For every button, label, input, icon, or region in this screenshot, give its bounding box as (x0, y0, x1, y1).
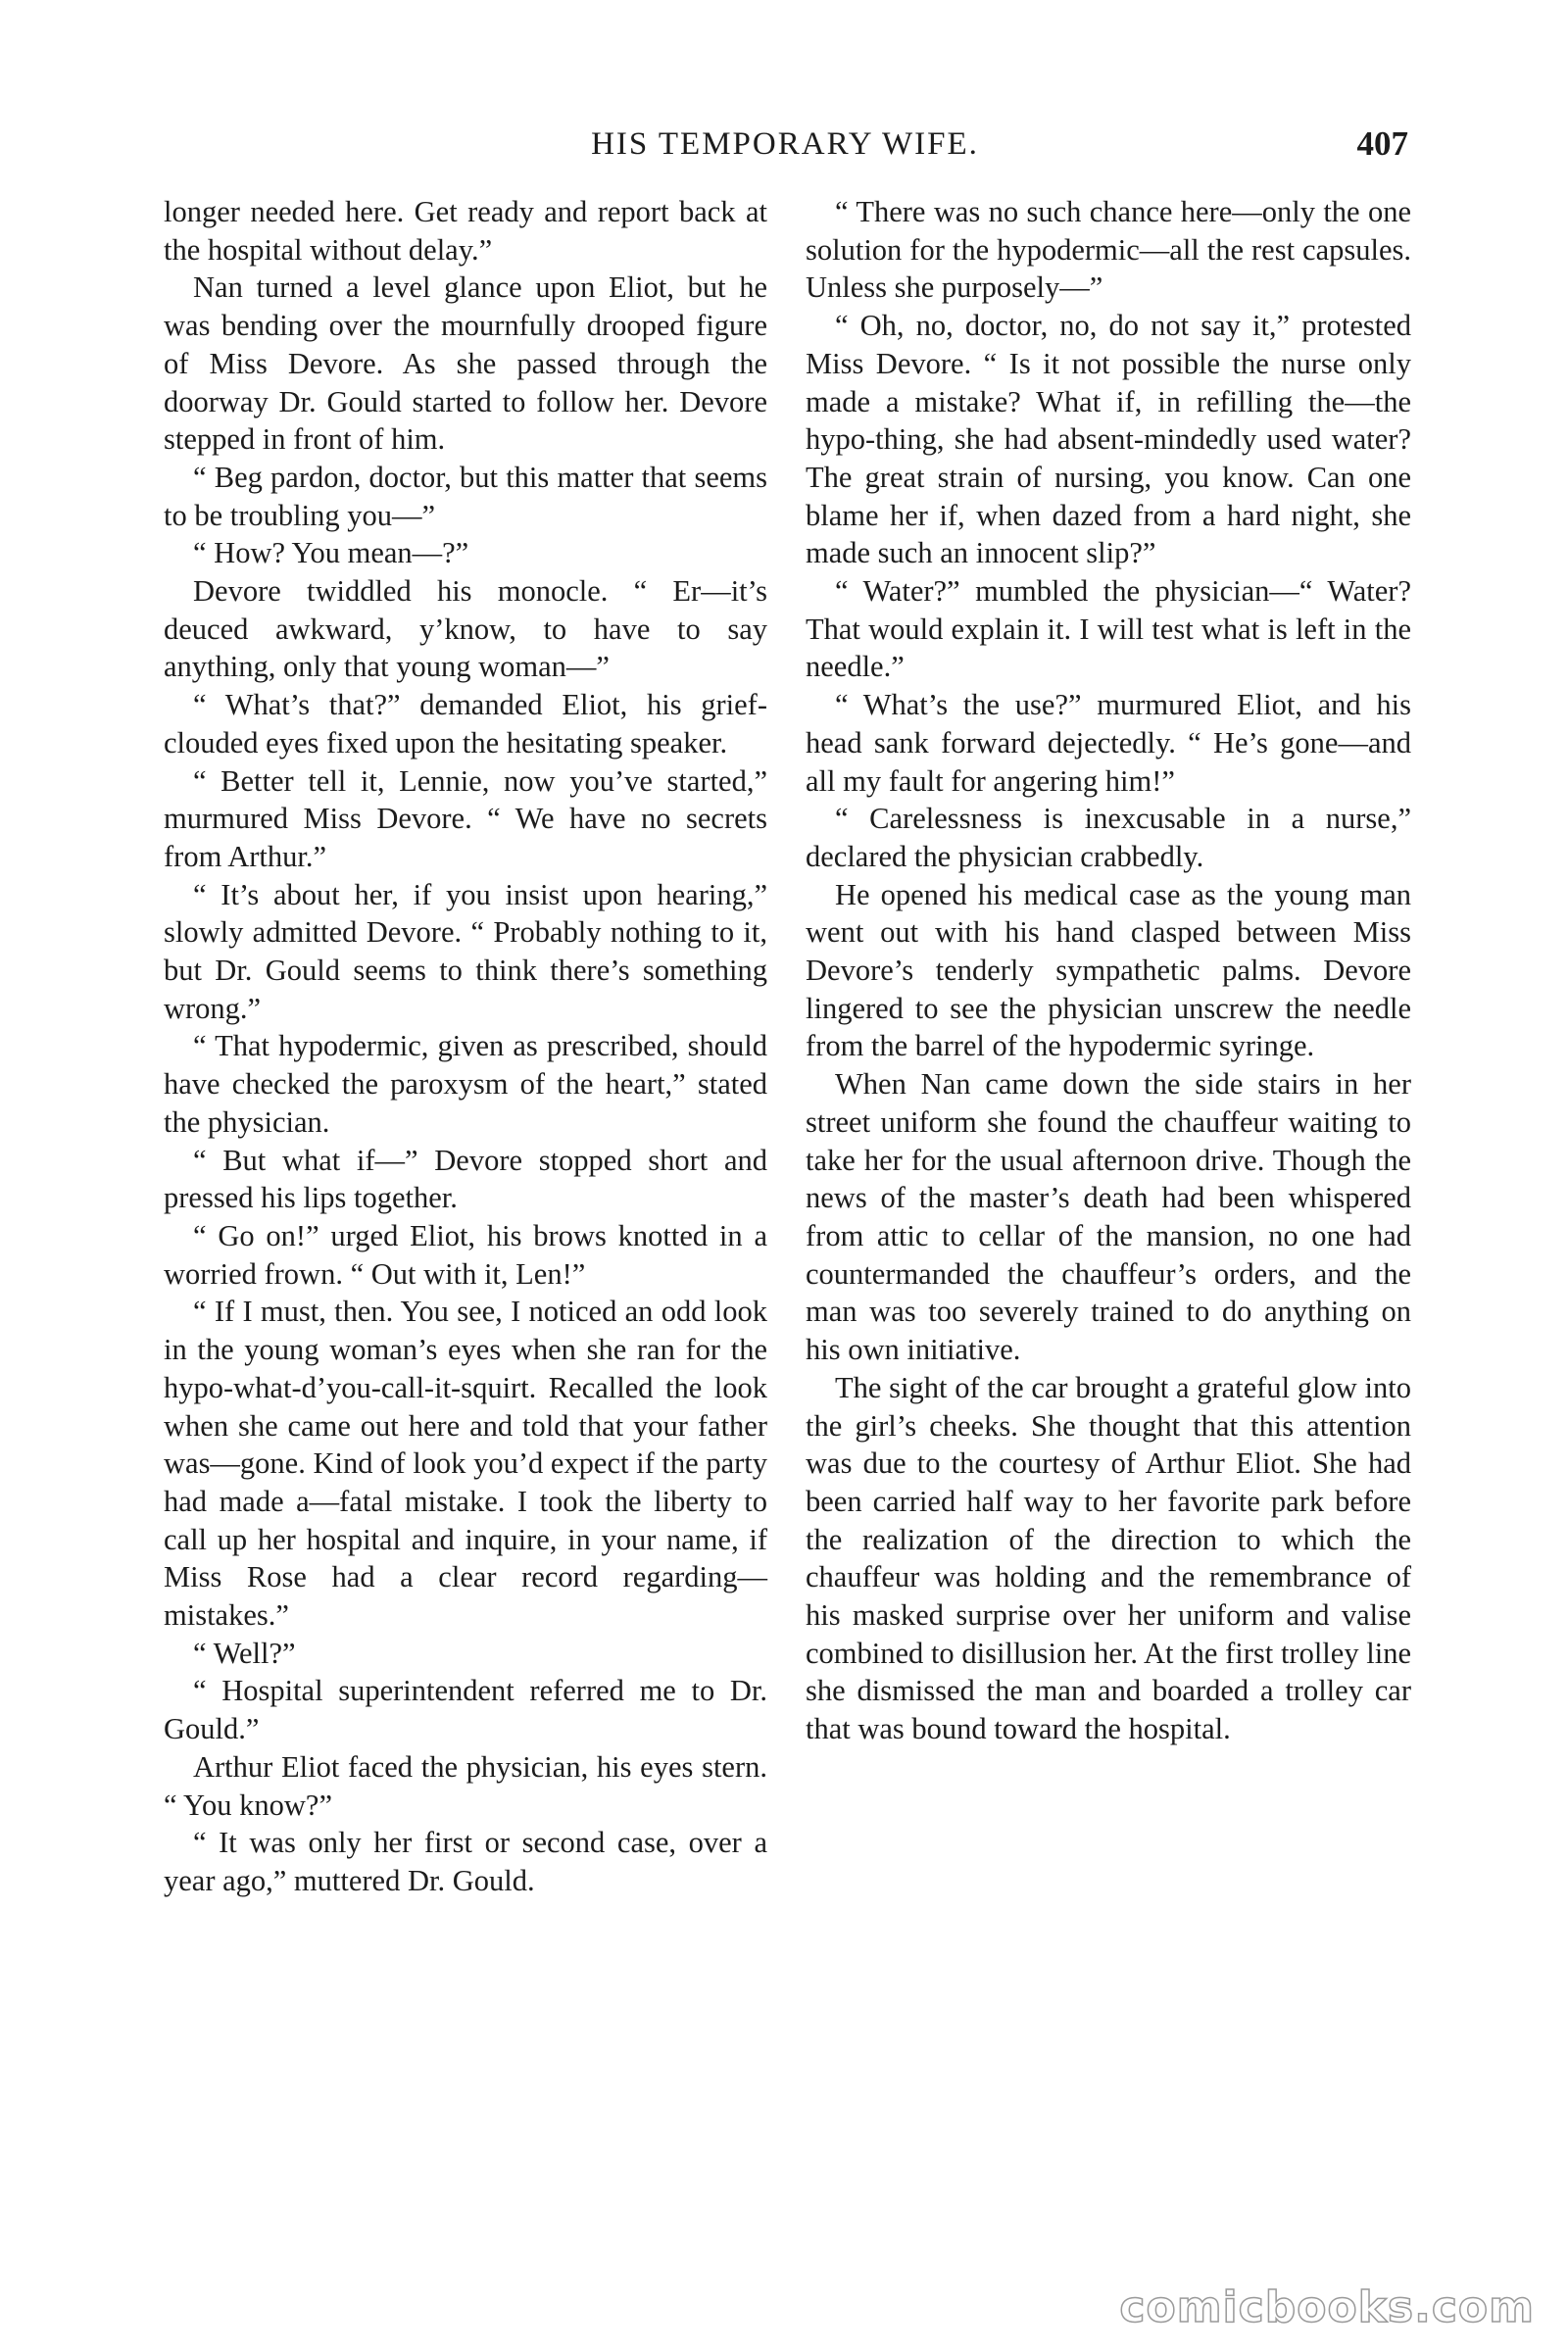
paragraph: “ Carelessness is inexcusable in a nurse,” declared the physician crabbedly. (806, 802, 1411, 873)
paragraph: “ Better tell it, Lennie, now you’ve started,” murmured Miss Devore. “ We have no secrets from Arthur.” (164, 763, 767, 873)
paragraph: “ What’s the use?” murmured Eliot, and his head sank forward dejectedly. “ He’s gone—and all my fault for angering him!” (806, 688, 1411, 798)
running-head: HIS TEMPORARY WIFE. (591, 126, 979, 162)
page-number: 407 (1356, 124, 1408, 163)
paragraph: “ Go on!” urged Eliot, his brows knotted in a worried frown. “ Out with it, Len!” (164, 1218, 767, 1291)
right-column (806, 193, 1411, 1748)
paragraph: He opened his medical case as the young man went out with his hand clasped between Miss Devore’s tenderly sympathetic palms. Devore lingered to see the physician unscrew the needle from the barrel of the hypodermic syringe. (806, 877, 1411, 1063)
paragraph: “ But what if—” Devore stopped short and pressed his lips together. (164, 1143, 767, 1215)
paragraph: Nan turned a level glance upon Eliot, but he was bending over the mournfully drooped figure of Miss Devore. As she passed through the doorway Dr. Gould started to follow her. Devore stepped in front of him. (164, 270, 767, 457)
paragraph: “ Water?” mumbled the physician—“ Water? That would explain it. I will test what is left in the needle.” (806, 574, 1411, 684)
paragraph: Arthur Eliot faced the physician, his eyes stern. “ You know?” (164, 1749, 767, 1822)
paragraph: “ That hypodermic, given as prescribed, should have checked the paroxysm of the heart,” stated the physician. (164, 1029, 767, 1139)
paragraph: “ If I must, then. You see, I noticed an odd look in the young woman’s eyes when she ran for the hypo-what-d’you-call-it-squirt. Recalled the look when she came out here and told that your father was—gone. Kind of look you’d expect if the party had made a—fatal mistake. I took the liberty to call up her hospital and inquire, in your name, if Miss Rose had a clear record regarding—mistakes.” (164, 1295, 767, 1633)
paragraph: “ It was only her first or second case, over a year ago,” muttered Dr. Gould. (164, 1826, 767, 1897)
paragraph: “ There was no such chance here—only the one solution for the hypodermic—all the rest capsules. Unless she purposely—” (806, 195, 1411, 305)
paragraph: “ Oh, no, doctor, no, do not say it,” protested Miss Devore. “ Is it not possible the nurse only made a mistake? What if, in refilling the—the hypo-thing, she had absent-mindedly used water? The great strain of nursing, you know. Can one blame her if, when dazed from a hard night, she made such an innocent slip?” (806, 309, 1411, 570)
paragraph: When Nan came down the side stairs in her street uniform she found the chauffeur waiting to take her for the usual afternoon drive. Though the news of the master’s death had been whispered from attic to cellar of the mansion, no one had countermanded the chauffeur’s orders, and the man was too severely trained to do anything on his own initiative. (806, 1067, 1411, 1367)
paragraph: “ Hospital superintendent referred me to Dr. Gould.” (164, 1674, 767, 1746)
paragraph: “ What’s that?” demanded Eliot, his grief-clouded eyes fixed upon the hesitating speaker. (164, 688, 767, 760)
watermark-logo: comicbooks.com (1119, 2282, 1535, 2332)
paragraph: “ It’s about her, if you insist upon hearing,” slowly admitted Devore. “ Probably nothing to it, but Dr. Gould seems to think there’s something wrong.” (164, 877, 767, 1025)
paragraph: “ Well?” (193, 1636, 296, 1670)
paragraph: “ How? You mean—?” (193, 536, 469, 570)
left-column (164, 193, 767, 1900)
paragraph: “ Beg pardon, doctor, but this matter that seems to be troubling you—” (164, 460, 767, 532)
page-header (162, 120, 1408, 169)
paragraph: The sight of the car brought a grateful glow into the girl’s cheeks. She thought that this attention was due to the courtesy of Arthur Eliot. She had been carried half way to her favorite park before the realization of the direction to which the chauffeur was holding and the remembrance of his masked surprise over her uniform and valise combined to disillusion her. At the first trolley line she dismissed the man and boarded a trolley car that was bound toward the hospital. (806, 1370, 1411, 1746)
paragraph: longer needed here. Get ready and report back at the hospital without delay.” (164, 195, 767, 267)
paragraph: Devore twiddled his monocle. “ Er—it’s deuced awkward, y’know, to have to say anything, only that young woman—” (164, 574, 767, 684)
